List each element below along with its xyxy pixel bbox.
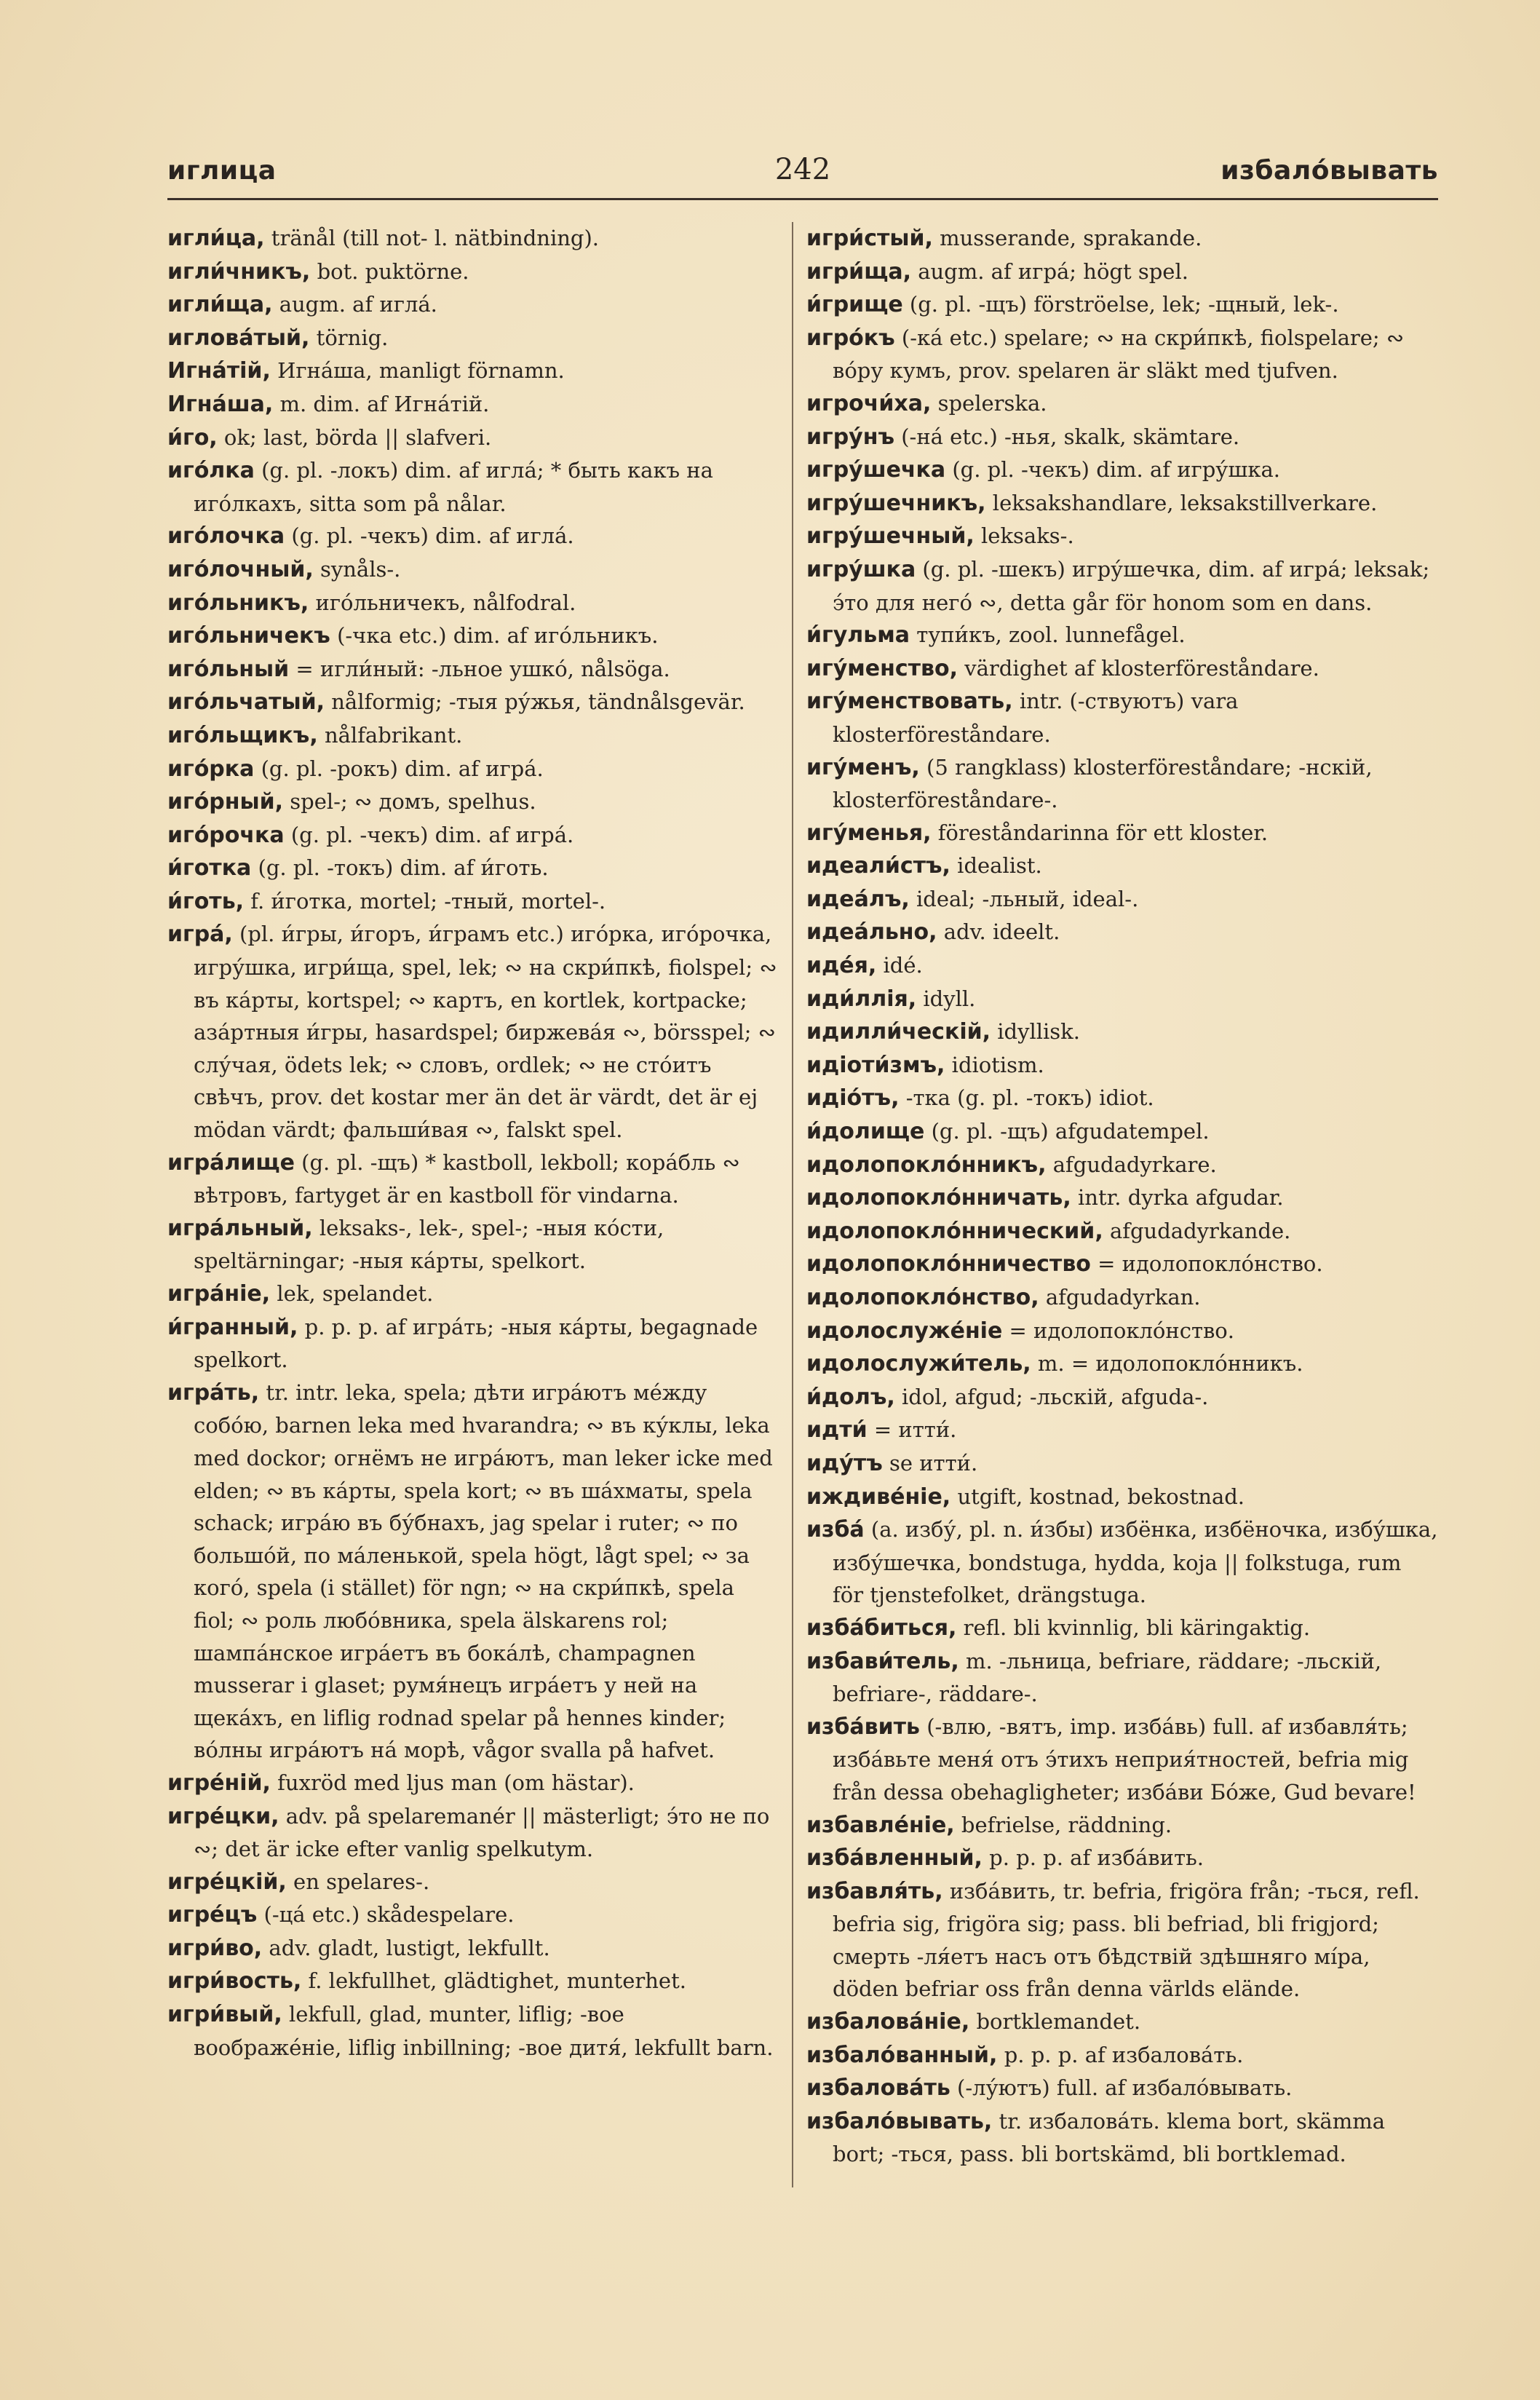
entry-definition: lekfull, glad, munter, liflig; -вое воображе́ніе, liflig inbillning; -вое дитя́, lekfullt barn. [194, 2002, 774, 2060]
entry-definition: p. p. p. af избалова́ть. [1004, 2042, 1244, 2067]
entry-definition: изба́вить, tr. befria, frigöra från; -ться, refl. befria sig, frigöra sig; pass. bli befriad, bli frigjord; смерть -ля́етъ насъ отъ бѣдствій здѣшняго мíра, döden befriar oss från denna världs elände. [833, 1878, 1420, 2002]
entry-definition: = идолопокло́нство. [1098, 1251, 1323, 1277]
entry-definition: törnig. [316, 325, 389, 350]
dictionary-entry [806, 751, 1438, 817]
dictionary-entry [806, 2105, 1438, 2171]
dictionary-entry [806, 2005, 1438, 2039]
dictionary-entry [806, 454, 1438, 487]
entry-headword: игре́цкій, [167, 1869, 287, 1895]
page-header [167, 153, 1438, 204]
entry-headword: идеа́льно, [806, 919, 937, 946]
entry-headword: идолопокло́нникъ, [806, 1152, 1047, 1178]
entry-definition: spel-; ∾ домъ, spelhus. [290, 789, 536, 815]
entry-definition: (pl. и́гры, и́горъ, и́грамъ etc.) иго́рка, иго́рочка, игру́шка, игри́ща, spel, lek; ∾ на скри́пкѣ, fiolspel; ∾ въ ка́рты, kortspel; ∾ картъ, en kortlek, kortpacke; аза́ртныя и́гры, hasardspel; биржева́я ∾, börsspel; ∾ слу́чая, ödets lek; ∾ словъ, ordlek; ∾ не сто́итъ свѣчъ, prov. det kostar mer än det är värdt, det är ej mödan värdt; фальши́вая ∾, falskt spel. [194, 922, 777, 1143]
dictionary-entry [806, 288, 1438, 322]
entry-definition: (g. pl. -щъ) förströelse, lek; -щный, lek-. [909, 292, 1339, 317]
dictionary-entry [167, 719, 779, 753]
dictionary-entry [806, 2072, 1438, 2105]
entry-headword: игу́менство, [806, 655, 958, 681]
dictionary-entry [167, 322, 779, 355]
dictionary-entry [167, 553, 779, 587]
dictionary-entry [167, 885, 779, 919]
entry-definition: en spelares-. [293, 1869, 430, 1894]
dictionary-entry [167, 1767, 779, 1800]
dictionary-entry [167, 819, 779, 852]
dictionary-entry [167, 1866, 779, 1899]
entry-definition: idiotism. [951, 1052, 1044, 1077]
entry-definition: тупи́къ, zool. lunnefågel. [916, 622, 1186, 648]
entry-definition: leksaks-, lek-, spel-; -ныя ко́сти, speltärningar; -ныя ка́рты, spelkort. [194, 1215, 664, 1274]
dictionary-entry [806, 1281, 1438, 1315]
entry-definition: (g. pl. -локъ) dim. af игла́; * быть какъ на иго́лкахъ, sitta som på nålar. [194, 458, 713, 516]
entry-headword: иго́льничекъ [167, 623, 330, 649]
entry-definition: adv. ideelt. [943, 919, 1060, 945]
page-number: 242 [774, 153, 831, 186]
dictionary-entry [167, 785, 779, 819]
dictionary-entry [806, 1513, 1438, 1612]
dictionary-entry [806, 1381, 1438, 1414]
entry-definition: (-чка etc.) dim. af иго́льникъ. [337, 623, 659, 649]
entry-headword: иго́лочный, [167, 556, 314, 582]
entry-definition: afgudadyrkare. [1052, 1152, 1217, 1177]
entry-headword: игри́ща, [806, 258, 911, 285]
entry-headword: избалова́ніе, [806, 2009, 970, 2035]
entry-definition: refl. bli kvinnlig, bli käringaktig. [963, 1615, 1311, 1640]
entry-definition: föreståndarinna för ett kloster. [937, 820, 1269, 845]
dictionary-entry [806, 553, 1438, 619]
dictionary-entry [806, 322, 1438, 387]
entry-definition: utgift, kostnad, bekostnad. [957, 1484, 1245, 1509]
entry-headword: изба́вленный, [806, 1845, 983, 1872]
entry-definition: = итти́. [873, 1417, 957, 1443]
entry-definition: tr. intr. leka, spela; дѣти игра́ютъ ме́жду собо́ю, barnen leka med hvarandra; ∾ въ ку́клы, leka med dockor; огнёмъ не игра́ютъ, man leker icke med elden; ∾ въ ка́рты, spela kort; ∾ въ ша́хматы, spela schack; игра́ю въ бу́бнахъ, jag spelar i ruter; ∾ по большо́й, по ма́ленькой, spela högt, lågt spel; ∾ за кого́, spela (i stället) för ngn; ∾ на скри́пкѣ, spela fiol; ∾ роль любо́вника, spela älskarens rol; шампа́нское игра́етъ въ бока́лѣ, champagnen musserar i glaset; румя́нецъ игра́етъ у ней на щека́хъ, en liflig rodnad spelar på hennes kinder; во́лны игра́ютъ на́ морѣ, vågor svalla på hafvet. [194, 1379, 773, 1763]
entry-definition: (-ца́ etc.) skådespelare. [263, 1902, 515, 1928]
dictionary-entry [167, 619, 779, 653]
dictionary-entry [167, 852, 779, 885]
header-rule [167, 198, 1438, 200]
entry-headword: идіоти́змъ, [806, 1052, 945, 1078]
entry-headword: игра́ніе, [167, 1281, 271, 1307]
entry-headword: игра́, [167, 922, 233, 948]
entry-headword: иго́рка [167, 756, 255, 782]
entry-definition: ok; last, börda || slafveri. [223, 424, 492, 450]
entry-definition: tränål (till not- l. nätbindning). [271, 226, 600, 250]
entry-headword: и́гранный, [167, 1314, 298, 1340]
entry-definition: f. и́готка, mortel; -тный, mortel-. [250, 888, 606, 914]
entry-headword: игу́менъ, [806, 754, 920, 780]
entry-headword: иглова́тый, [167, 325, 310, 351]
entry-definition: = идолопокло́нство. [1009, 1318, 1234, 1343]
dictionary-entry [167, 1212, 779, 1278]
dictionary-entry [167, 587, 779, 620]
entry-definition: adv. på spelaremanér || mästerligt; э́то не по ∾; det är icke efter vanlig spelkutym. [194, 1803, 770, 1862]
entry-headword: избавле́ніе, [806, 1812, 955, 1838]
entry-definition: Игна́ша, manligt förnamn. [277, 358, 565, 384]
entry-definition: (g. pl. -рокъ) dim. af игра́. [261, 756, 544, 781]
entry-headword: идолопокло́ннический, [806, 1218, 1103, 1244]
entry-definition: afgudadyrkan. [1045, 1285, 1201, 1310]
dictionary-entry [806, 1215, 1438, 1248]
dictionary-entry [806, 1645, 1438, 1711]
dictionary-entry [167, 288, 779, 322]
dictionary-entry [806, 983, 1438, 1016]
dictionary-entry [806, 1711, 1438, 1809]
entry-definition: p. p. p. af игра́ть; -ныя ка́рты, begagnade spelkort. [194, 1314, 758, 1373]
entry-headword: идти́ [806, 1417, 868, 1443]
entry-definition: m. = идолопокло́нникъ. [1037, 1351, 1303, 1377]
entry-definition: lek, spelandet. [277, 1281, 434, 1306]
dictionary-entry [167, 256, 779, 289]
entry-headword: иго́льщикъ, [167, 722, 318, 748]
dictionary-entry [806, 1082, 1438, 1115]
dictionary-entry [806, 1049, 1438, 1082]
dictionary-entry [806, 1612, 1438, 1645]
entry-definition: (5 rangklass) klosterföreståndare; -нскій, klosterföreståndare-. [833, 754, 1373, 813]
entry-headword: иду́тъ [806, 1450, 883, 1476]
dictionary-entry [806, 487, 1438, 520]
entry-definition: bortklemandet. [976, 2009, 1141, 2035]
entry-definition: tr. избалова́ть. klema bort, skämma bort; -ться, pass. bli bortskämd, bli bortklemad. [833, 2108, 1386, 2167]
entry-definition: idé. [883, 953, 923, 978]
dictionary-entry [167, 1965, 779, 1998]
entry-headword: избави́тель, [806, 1648, 959, 1674]
dictionary-entry [806, 949, 1438, 983]
dictionary-entry [167, 686, 779, 719]
dictionary-entry [167, 1278, 779, 1311]
dictionary-entry [806, 619, 1438, 652]
entry-definition: ideal; -льный, ideal-. [916, 886, 1139, 911]
entry-definition: värdighet af klosterföreståndare. [964, 655, 1319, 681]
entry-definition: idol, afgud; -льскій, afguda-. [902, 1384, 1209, 1409]
dictionary-entry [167, 1998, 779, 2064]
entry-headword: игли́ца, [167, 226, 265, 251]
entry-headword: идіо́тъ, [806, 1085, 900, 1112]
entry-definition: (-ка́ etc.) spelare; ∾ на скри́пкѣ, fiolspelare; ∾ во́ру кумъ, prov. spelaren är släkt med tjufven. [833, 325, 1405, 384]
entry-definition: (g. pl. -чекъ) dim. af игла́. [291, 523, 574, 549]
entry-headword: игри́стый, [806, 226, 933, 251]
dictionary-entry [167, 1146, 779, 1212]
dictionary-entry [806, 1015, 1438, 1049]
dictionary-entry [167, 421, 779, 455]
entry-headword: игру́шечка [806, 457, 946, 483]
entry-headword: Игна́ша, [167, 391, 274, 417]
entry-headword: игли́чникъ, [167, 258, 311, 285]
entry-headword: изба́ [806, 1517, 865, 1543]
dictionary-entry [806, 1347, 1438, 1381]
entry-headword: идолопокло́нничать, [806, 1185, 1071, 1211]
dictionary-entry [806, 652, 1438, 686]
entry-headword: иго́рочка [167, 822, 285, 848]
entry-definition: leksaks-. [981, 523, 1074, 549]
entry-headword: иго́рный, [167, 789, 284, 815]
dictionary-entry [167, 1898, 779, 1932]
header-right-word: избало́вывать [1221, 156, 1438, 186]
column-divider [792, 222, 793, 2187]
entry-headword: изба́биться, [806, 1615, 957, 1641]
entry-headword: Игна́тій, [167, 358, 271, 384]
entry-headword: игре́ній, [167, 1770, 271, 1796]
entry-definition: nålformig; -тыя ру́жья, tändnålsgevär. [331, 689, 745, 715]
dictionary-entry [806, 1875, 1438, 2005]
entry-definition: m. -льница, befriare, räddare; -льскій, befriare-, räddare-. [833, 1648, 1382, 1707]
entry-definition: (g. pl. -щъ) afgudatempel. [931, 1119, 1210, 1144]
entry-headword: игра́льный, [167, 1215, 313, 1241]
entry-definition: befrielse, räddning. [961, 1812, 1172, 1837]
entry-definition: (g. pl. -чекъ) dim. af игра́. [290, 822, 574, 847]
entry-headword: избавля́ть, [806, 1878, 943, 1904]
entry-headword: идолослужи́тель, [806, 1351, 1031, 1377]
entry-headword: идилли́ческій, [806, 1019, 991, 1045]
entry-headword: игу́менья, [806, 820, 932, 846]
entry-definition: idyllisk. [997, 1019, 1080, 1045]
dictionary-entry [806, 1447, 1438, 1481]
dictionary-entry [806, 520, 1438, 553]
dictionary-entry [806, 2039, 1438, 2072]
dictionary-entry [806, 1149, 1438, 1182]
dictionary-entry [806, 1115, 1438, 1149]
dictionary-entry [806, 1181, 1438, 1215]
entry-definition: (g. pl. -шекъ) игру́шечка, dim. af игра́; leksak; э́то для него́ ∾, detta går för honom som en dans. [833, 556, 1430, 615]
entry-definition: (-лу́ютъ) full. af избало́вывать. [957, 2075, 1293, 2101]
entry-headword: иго́льчатый, [167, 689, 325, 716]
dictionary-entry [806, 849, 1438, 883]
entry-headword: и́го, [167, 424, 218, 451]
entry-headword: иго́льникъ, [167, 590, 309, 616]
dictionary-entry [167, 753, 779, 786]
entry-definition: (g. pl. -щъ) * kastboll, lekboll; кора́бль ∾ вѣтровъ, fartyget är en kastboll för vindarna. [194, 1149, 740, 1208]
entry-headword: игре́цъ [167, 1902, 258, 1928]
entry-definition: synåls-. [319, 556, 401, 582]
entry-headword: и́долище [806, 1119, 925, 1145]
entry-headword: и́готка [167, 855, 252, 882]
entry-definition: p. p. p. af изба́вить. [989, 1845, 1204, 1871]
entry-headword: игре́цки, [167, 1803, 279, 1829]
entry-headword: идолопокло́нничество [806, 1251, 1091, 1278]
left-column [167, 222, 779, 2269]
dictionary-entry [167, 1800, 779, 1866]
entry-definition: (-на́ etc.) -нья, skalk, skämtare. [901, 424, 1240, 449]
entry-headword: игу́менствовать, [806, 689, 1013, 715]
entry-definition: augm. af игра́; högt spel. [918, 258, 1188, 284]
entry-headword: иждиве́ніе, [806, 1484, 951, 1510]
dictionary-entry [806, 685, 1438, 751]
dictionary-entry [806, 1809, 1438, 1842]
entry-definition: nålfabrikant. [324, 722, 463, 748]
dictionary-entry [167, 1377, 779, 1767]
entry-headword: и́гульма [806, 622, 910, 649]
entry-headword: игру́шечникъ, [806, 490, 986, 516]
entry-definition: иго́льничекъ, nålfodral. [315, 590, 576, 615]
entry-definition: -тка (g. pl. -токъ) idiot. [905, 1085, 1154, 1111]
dictionary-entry [167, 918, 779, 1146]
entry-definition: augm. af игла́. [279, 292, 437, 317]
entry-definition: leksakshandlare, leksakstillverkare. [992, 490, 1378, 515]
entry-headword: и́грище [806, 292, 903, 318]
dictionary-entry [806, 1315, 1438, 1348]
entry-definition: = игли́ный: -льное ушко́, nålsöga. [295, 656, 670, 681]
entry-definition: (g. pl. -токъ) dim. af и́готь. [258, 855, 549, 881]
entry-definition: (a. избу́, pl. n. и́збы) избёнка, избёночка, избу́шка, избу́шечка, bondstuga, hydda, koja || folkstuga, rum för tjenstefolket, drängstuga. [833, 1517, 1438, 1608]
entry-headword: игра́ть, [167, 1379, 260, 1406]
right-column [806, 222, 1438, 2269]
dictionary-entry [167, 388, 779, 421]
entry-headword: идолопокло́нство, [806, 1285, 1039, 1310]
entry-headword: игро́къ [806, 325, 895, 351]
entry-headword: игли́ща, [167, 292, 273, 318]
entry-definition: f. lekfullhet, glädtighet, munterhet. [308, 1968, 686, 1994]
entry-headword: идеа́лъ, [806, 886, 910, 912]
dictionary-entry [167, 520, 779, 553]
entry-headword: игрочи́ха, [806, 390, 932, 416]
dictionary-entry [167, 454, 779, 520]
dictionary-entry [167, 1311, 779, 1377]
entry-definition: idealist. [957, 853, 1042, 879]
dictionary-entry [806, 1481, 1438, 1514]
dictionary-entry [806, 421, 1438, 454]
entry-headword: иди́ллія, [806, 986, 917, 1012]
entry-headword: идолослуже́ніе [806, 1318, 1003, 1344]
dictionary-entry [167, 222, 779, 256]
entry-definition: bot. puktörne. [317, 258, 469, 284]
entry-definition: (-влю, -вятъ, imp. изба́вь) full. af избавля́ть; изба́вьте меня́ отъ э́тихъ неприя́тностей, befria mig från dessa obehagligheter; изба́ви Бо́же, Gud bevare! [833, 1714, 1416, 1805]
dictionary-entry [167, 653, 779, 686]
entry-headword: игру́нъ [806, 424, 894, 450]
entry-definition: (g. pl. -чекъ) dim. af игру́шка. [952, 457, 1280, 483]
entry-headword: избалова́ть [806, 2075, 950, 2102]
entry-headword: иде́я, [806, 953, 877, 979]
entry-definition: adv. gladt, lustigt, lekfullt. [269, 1935, 550, 1960]
entry-headword: иго́лка [167, 458, 255, 484]
entry-headword: иго́лочка [167, 523, 285, 550]
entry-definition: idyll. [923, 986, 976, 1011]
header-left-word: иглица [167, 156, 277, 186]
entry-headword: игру́шечный, [806, 523, 975, 550]
dictionary-entry [806, 1414, 1438, 1447]
entry-headword: и́долъ, [806, 1384, 895, 1410]
entry-definition: se итти́. [889, 1450, 978, 1476]
entry-headword: изба́вить [806, 1714, 921, 1740]
dictionary-entry [806, 256, 1438, 289]
dictionary-entry [167, 1932, 779, 1965]
entry-headword: и́готь, [167, 888, 245, 914]
dictionary-entry [806, 1842, 1438, 1875]
entry-definition: intr. (-ствуютъ) vara klosterföreståndare. [833, 689, 1239, 747]
entry-definition: afgudadyrkande. [1109, 1218, 1291, 1243]
entry-headword: игри́вый, [167, 2002, 282, 2028]
entry-headword: иго́льный [167, 656, 290, 682]
entry-definition: intr. dyrka afgudar. [1078, 1185, 1284, 1211]
dictionary-entry [806, 1248, 1438, 1281]
dictionary-entry [806, 387, 1438, 421]
dictionary-entry [806, 883, 1438, 916]
dictionary-entry [806, 817, 1438, 850]
entry-definition: spelerska. [937, 390, 1047, 416]
entry-headword: игра́лище [167, 1149, 295, 1176]
entry-headword: избало́ванный, [806, 2042, 998, 2068]
entry-definition: m. dim. af Игна́тій. [279, 391, 490, 416]
dictionary-entry [167, 355, 779, 388]
entry-headword: игри́вость, [167, 1968, 302, 1995]
entry-definition: musserande, sprakande. [940, 226, 1202, 250]
dictionary-entry [806, 222, 1438, 256]
entry-headword: игру́шка [806, 556, 916, 582]
entry-headword: игри́во, [167, 1935, 263, 1961]
entry-headword: избало́вывать, [806, 2108, 993, 2134]
entry-headword: идеали́стъ, [806, 853, 950, 879]
entry-definition: fuxröd med ljus man (om hästar). [277, 1770, 635, 1795]
dictionary-entry [806, 916, 1438, 949]
